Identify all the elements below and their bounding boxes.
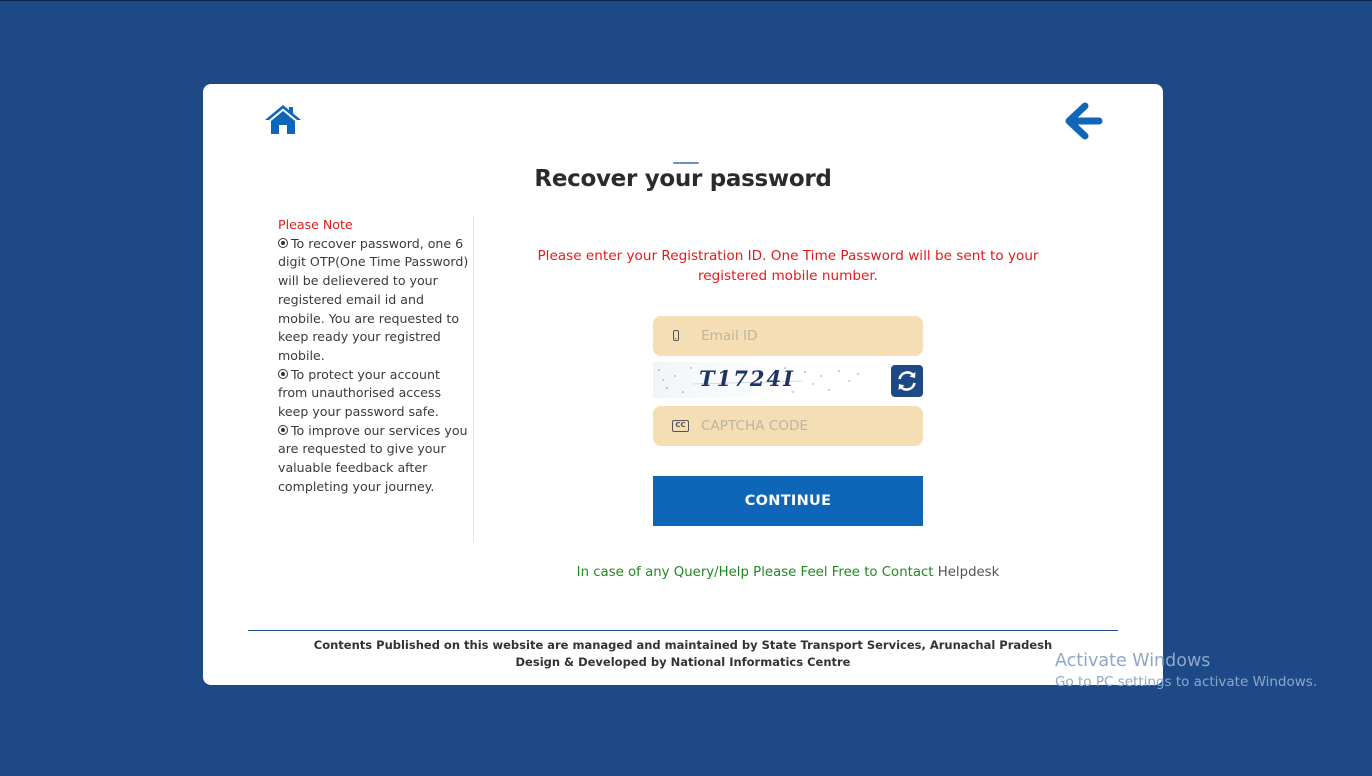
watermark-subtitle: Go to PC settings to activate Windows. [1055, 674, 1318, 690]
page-title: Recover your password [534, 166, 832, 192]
top-border [0, 0, 1372, 1]
home-icon [263, 102, 303, 138]
instructions-text: Please enter your Registration ID. One Time Password will be sent to your registered mobile number. [537, 248, 1039, 284]
note-panel [278, 216, 474, 542]
email-field [653, 316, 923, 356]
recover-card [203, 84, 1163, 685]
refresh-captcha-button[interactable] [891, 365, 923, 397]
captcha-field [653, 406, 923, 446]
note-title: Please Note [278, 217, 353, 232]
captcha-image [653, 362, 873, 398]
closed-caption-icon: CC [672, 420, 689, 432]
arrow-left-icon [1065, 102, 1105, 142]
captcha-text: T1724I [699, 366, 795, 391]
back-button[interactable] [1065, 102, 1105, 142]
footer-line-1: Contents Published on this website are managed and maintained by State Transport Services, Arunachal Pradesh [313, 638, 1053, 652]
mobile-icon [673, 330, 679, 341]
helpdesk-link[interactable]: Helpdesk [937, 565, 1000, 580]
refresh-icon [891, 365, 923, 397]
note-item: To improve our services you are requested to give your valuable feedback after completing your journey. [278, 422, 468, 494]
continue-button[interactable]: CONTINUE [653, 476, 923, 526]
home-button[interactable] [263, 102, 303, 138]
captcha-input[interactable] [701, 406, 911, 446]
bullet-icon [278, 425, 288, 435]
help-text: In case of any Query/Help Please Feel Free to Contact Helpdesk [576, 565, 1000, 580]
footer [203, 637, 1163, 671]
note-item: To recover password, one 6 digit OTP(One Time Password) will be delievered to your registered email id and mobile. You are requested to keep ready your registred mobile. [278, 235, 469, 363]
bullet-icon [278, 238, 288, 248]
note-item: To protect your account from unauthorised access keep your password safe. [278, 366, 442, 420]
footer-line-2: Design & Developed by National Informatics Centre [515, 655, 851, 669]
email-input[interactable] [701, 316, 911, 356]
watermark-title: Activate Windows [1055, 651, 1211, 671]
footer-divider [248, 630, 1118, 631]
title-decoration [673, 162, 699, 164]
bullet-icon [278, 369, 288, 379]
windows-watermark [1055, 651, 1317, 690]
